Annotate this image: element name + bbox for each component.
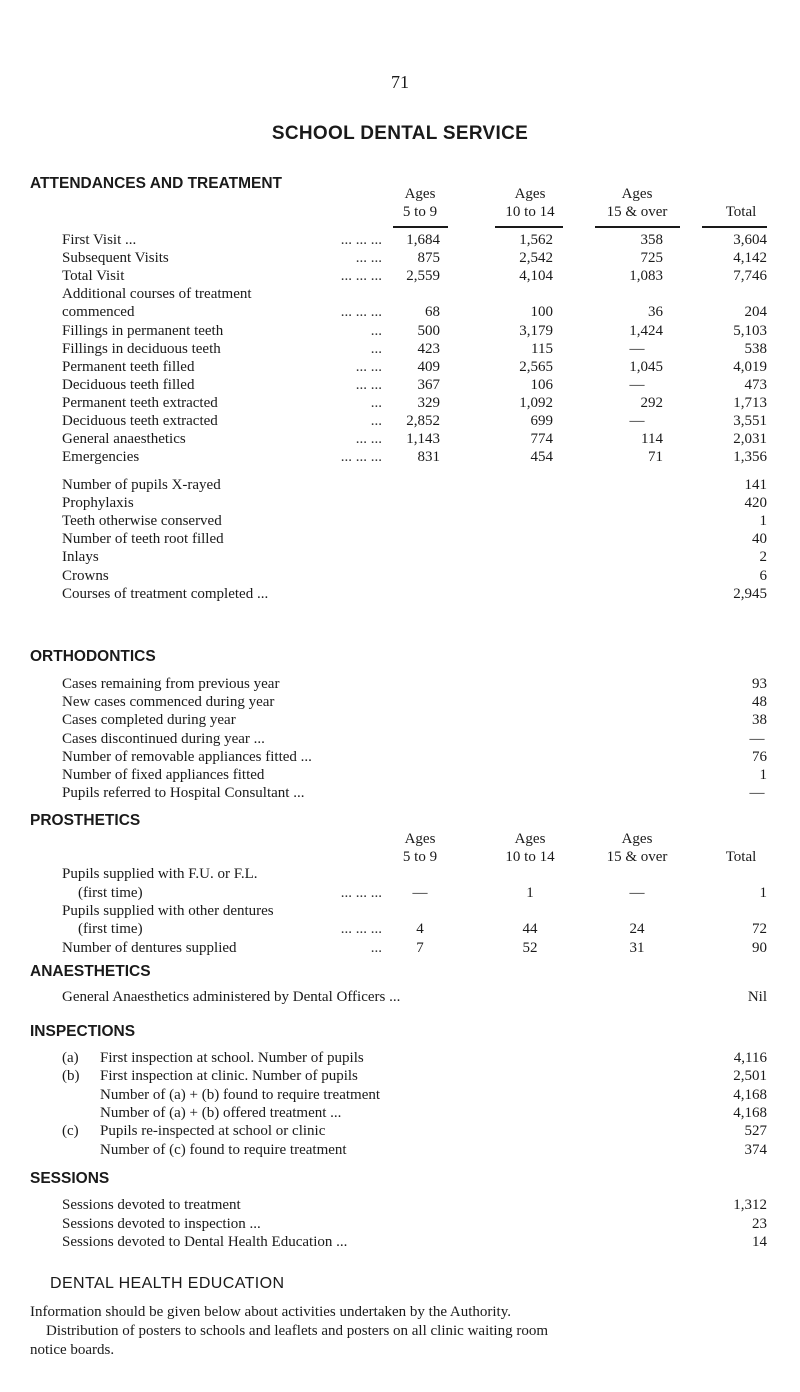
leader-dots: ... ... xyxy=(355,376,382,393)
cell-value: — xyxy=(629,376,645,393)
cell-value: 3,179 xyxy=(519,322,553,339)
cell-value: 4,142 xyxy=(733,250,767,267)
cell-value: 4,104 xyxy=(519,268,553,285)
total-label: Number of pupils X-rayed xyxy=(62,477,221,493)
cell-value: 1,083 xyxy=(629,268,663,285)
row-label-continued: (first time) xyxy=(78,885,143,901)
cell-value: 114 xyxy=(641,431,663,448)
row-label: Pupils supplied with other dentures xyxy=(62,903,274,919)
row-label: Subsequent Visits xyxy=(62,250,169,267)
total-value: 2,945 xyxy=(733,585,767,602)
item-value: 4,168 xyxy=(733,1104,767,1121)
item-value: 93 xyxy=(752,676,767,692)
cell-value: 68 xyxy=(425,304,440,321)
leader-dots: ... ... xyxy=(355,358,382,375)
column-header: Ages 5 to 9 xyxy=(402,186,438,220)
item-value: 38 xyxy=(752,712,767,729)
cell-value: 2,559 xyxy=(406,268,440,285)
header-rule xyxy=(495,226,563,228)
item-prefix: (b) xyxy=(62,1068,80,1085)
cell-value: 725 xyxy=(640,250,663,267)
column-header: Total xyxy=(725,849,757,865)
header-rule xyxy=(702,226,767,228)
row-label-continued: (first time) xyxy=(78,921,143,937)
cell-value: 1,356 xyxy=(733,449,767,466)
leader-dots: ... ... ... xyxy=(340,304,382,321)
item-label: Pupils referred to Hospital Consultant ... xyxy=(62,785,305,802)
cell-value: 4,019 xyxy=(733,358,767,375)
cell-value: 409 xyxy=(417,358,440,375)
total-value: 2 xyxy=(759,549,767,566)
item-value: — xyxy=(749,730,765,747)
item-label: Cases completed during year xyxy=(62,712,236,729)
cell-value: 2,565 xyxy=(519,358,553,375)
cell-value: 2,031 xyxy=(733,431,767,448)
cell-value: 52 xyxy=(522,940,538,956)
cell-value: 1,424 xyxy=(629,322,663,339)
item-label: First inspection at school. Number of pupils xyxy=(100,1050,364,1066)
total-value: 1 xyxy=(759,513,767,530)
item-label: Sessions devoted to Dental Health Education ... xyxy=(62,1234,348,1250)
total-label: Teeth otherwise conserved xyxy=(62,513,222,530)
cell-value: 473 xyxy=(744,376,767,393)
total-value: 141 xyxy=(744,477,767,493)
total-label: Number of teeth root filled xyxy=(62,531,224,548)
cell-value: 71 xyxy=(648,449,663,466)
cell-value: 1,092 xyxy=(519,394,553,411)
leader-dots: ... ... ... xyxy=(340,449,382,466)
item-label: Number of removable appliances fitted ... xyxy=(62,748,312,765)
leader-dots: ... xyxy=(370,322,382,339)
cell-value: 1,713 xyxy=(733,394,767,411)
row-label: Total Visit xyxy=(62,268,125,285)
total-value: 6 xyxy=(759,567,767,584)
dhe-line-1: Information should be given below about activities undertaken by the Authority. xyxy=(30,1304,512,1320)
row-label: Permanent teeth extracted xyxy=(62,394,218,411)
cell-value: 774 xyxy=(530,431,553,448)
cell-value: — xyxy=(629,340,645,357)
leader-dots: ... ... ... xyxy=(340,885,382,901)
cell-value: 1 xyxy=(526,885,534,901)
total-label: Prophylaxis xyxy=(62,495,134,512)
cell-value: 367 xyxy=(417,376,440,393)
item-label: Number of fixed appliances fitted xyxy=(62,767,265,783)
cell-value: 115 xyxy=(531,340,553,357)
column-header: Ages 10 to 14 xyxy=(505,831,555,865)
row-label: Permanent teeth filled xyxy=(62,358,195,375)
cell-value: 2,852 xyxy=(406,413,440,429)
total-label: Courses of treatment completed ... xyxy=(62,585,269,602)
leader-dots: ... xyxy=(370,413,382,429)
item-value: Nil xyxy=(747,989,767,1005)
cell-value: 44 xyxy=(522,921,538,937)
page-number: 71 xyxy=(391,72,409,92)
item-value: 76 xyxy=(752,748,767,765)
total-value: 420 xyxy=(744,495,767,512)
cell-value: 538 xyxy=(744,340,767,357)
item-prefix: (c) xyxy=(62,1123,79,1140)
cell-value: 7 xyxy=(416,940,424,956)
cell-value: 3,604 xyxy=(733,232,767,248)
cell-value: — xyxy=(412,885,428,901)
cell-value: 106 xyxy=(530,376,553,393)
item-label: Number of (a) + (b) found to require treatment xyxy=(100,1086,381,1103)
cell-value: 36 xyxy=(648,304,663,321)
dhe-line-3: notice boards. xyxy=(30,1342,115,1358)
item-value: 527 xyxy=(744,1123,767,1140)
row-label: Emergencies xyxy=(62,449,140,466)
row-label: Pupils supplied with F.U. or F.L. xyxy=(62,866,258,882)
page-title: SCHOOL DENTAL SERVICE xyxy=(271,123,529,144)
item-value: 1 xyxy=(759,767,767,783)
leader-dots: ... ... xyxy=(355,250,382,267)
column-header: Ages 15 & over xyxy=(606,831,668,865)
cell-value: 292 xyxy=(640,394,663,411)
inspections-heading: INSPECTIONS xyxy=(30,1023,136,1040)
header-rule xyxy=(595,226,680,228)
cell-value: 1,684 xyxy=(406,232,440,248)
column-header: Total xyxy=(725,204,757,220)
dhe-heading: DENTAL HEALTH EDUCATION xyxy=(50,1275,285,1292)
item-value: 1,312 xyxy=(733,1197,767,1213)
cell-value: 204 xyxy=(744,304,767,321)
cell-value: 3,551 xyxy=(733,413,767,429)
column-header: Ages 15 & over xyxy=(606,186,668,220)
leader-dots: ... ... ... xyxy=(340,232,382,248)
cell-value: 100 xyxy=(530,304,553,321)
cell-value: 7,746 xyxy=(733,268,767,285)
item-label: Pupils re-inspected at school or clinic xyxy=(100,1123,326,1140)
cell-value: 1 xyxy=(759,885,767,901)
column-header: Ages 5 to 9 xyxy=(402,831,438,865)
item-label: Sessions devoted to treatment xyxy=(62,1197,241,1213)
item-value: — xyxy=(749,785,765,802)
item-value: 4,116 xyxy=(733,1050,767,1066)
cell-value: 24 xyxy=(629,921,645,937)
cell-value: 500 xyxy=(417,322,440,339)
leader-dots: ... ... xyxy=(355,431,382,448)
row-label: Fillings in permanent teeth xyxy=(62,322,224,339)
cell-value: — xyxy=(629,413,645,429)
item-label: New cases commenced during year xyxy=(62,694,275,711)
item-label: Cases discontinued during year ... xyxy=(62,730,265,747)
leader-dots: ... xyxy=(370,394,382,411)
cell-value: 699 xyxy=(530,413,553,429)
item-value: 23 xyxy=(752,1215,767,1232)
item-value: 4,168 xyxy=(733,1086,767,1103)
cell-value: 1,045 xyxy=(629,358,663,375)
cell-value: 423 xyxy=(417,340,440,357)
leader-dots: ... ... ... xyxy=(340,268,382,285)
cell-value: 5,103 xyxy=(733,322,767,339)
item-prefix: (a) xyxy=(62,1050,79,1066)
column-header: Ages 10 to 14 xyxy=(505,186,555,220)
item-value: 14 xyxy=(752,1234,767,1250)
cell-value: 90 xyxy=(752,940,767,956)
row-label: First Visit ... xyxy=(62,232,137,248)
row-label: Deciduous teeth filled xyxy=(62,376,195,393)
anaesthetics-heading: ANAESTHETICS xyxy=(30,963,151,980)
cell-value: — xyxy=(629,885,645,901)
row-label: Deciduous teeth extracted xyxy=(62,413,218,429)
cell-value: 358 xyxy=(640,232,663,248)
orthodontics-heading: ORTHODONTICS xyxy=(30,648,156,665)
cell-value: 329 xyxy=(417,394,440,411)
row-label: General anaesthetics xyxy=(62,431,186,448)
row-label: commenced xyxy=(62,304,135,321)
cell-value: 831 xyxy=(417,449,440,466)
cell-value: 454 xyxy=(530,449,553,466)
row-label: Additional courses of treatment xyxy=(62,286,252,303)
total-label: Crowns xyxy=(62,567,109,584)
cell-value: 875 xyxy=(417,250,440,267)
header-rule xyxy=(393,226,448,228)
sessions-heading: SESSIONS xyxy=(30,1170,110,1187)
leader-dots: ... xyxy=(370,340,382,357)
attendances-heading: ATTENDANCES AND TREATMENT xyxy=(30,175,283,192)
cell-value: 72 xyxy=(752,921,767,937)
cell-value: 2,542 xyxy=(519,250,553,267)
row-label: Fillings in deciduous teeth xyxy=(62,340,221,357)
item-label: First inspection at clinic. Number of pupils xyxy=(100,1068,358,1085)
cell-value: 4 xyxy=(416,921,424,937)
leader-dots: ... xyxy=(370,940,382,956)
item-label: Number of (a) + (b) offered treatment ... xyxy=(100,1104,342,1121)
item-value: 48 xyxy=(752,694,767,711)
cell-value: 1,562 xyxy=(519,232,553,248)
total-value: 40 xyxy=(752,531,767,548)
cell-value: 1,143 xyxy=(406,431,440,448)
item-value: 374 xyxy=(744,1141,767,1158)
dhe-line-2: Distribution of posters to schools and leaflets and posters on all clinic waiting room xyxy=(46,1323,548,1339)
item-label: Sessions devoted to inspection ... xyxy=(62,1215,261,1232)
item-label: General Anaesthetics administered by Dental Officers ... xyxy=(62,989,401,1005)
item-label: Number of (c) found to require treatment xyxy=(100,1141,347,1158)
leader-dots: ... ... ... xyxy=(340,921,382,937)
item-value: 2,501 xyxy=(733,1068,767,1085)
row-label-continued: Number of dentures supplied xyxy=(62,940,237,956)
total-label: Inlays xyxy=(62,549,99,566)
cell-value: 31 xyxy=(629,940,645,956)
item-label: Cases remaining from previous year xyxy=(62,676,280,692)
prosthetics-heading: PROSTHETICS xyxy=(30,812,141,829)
